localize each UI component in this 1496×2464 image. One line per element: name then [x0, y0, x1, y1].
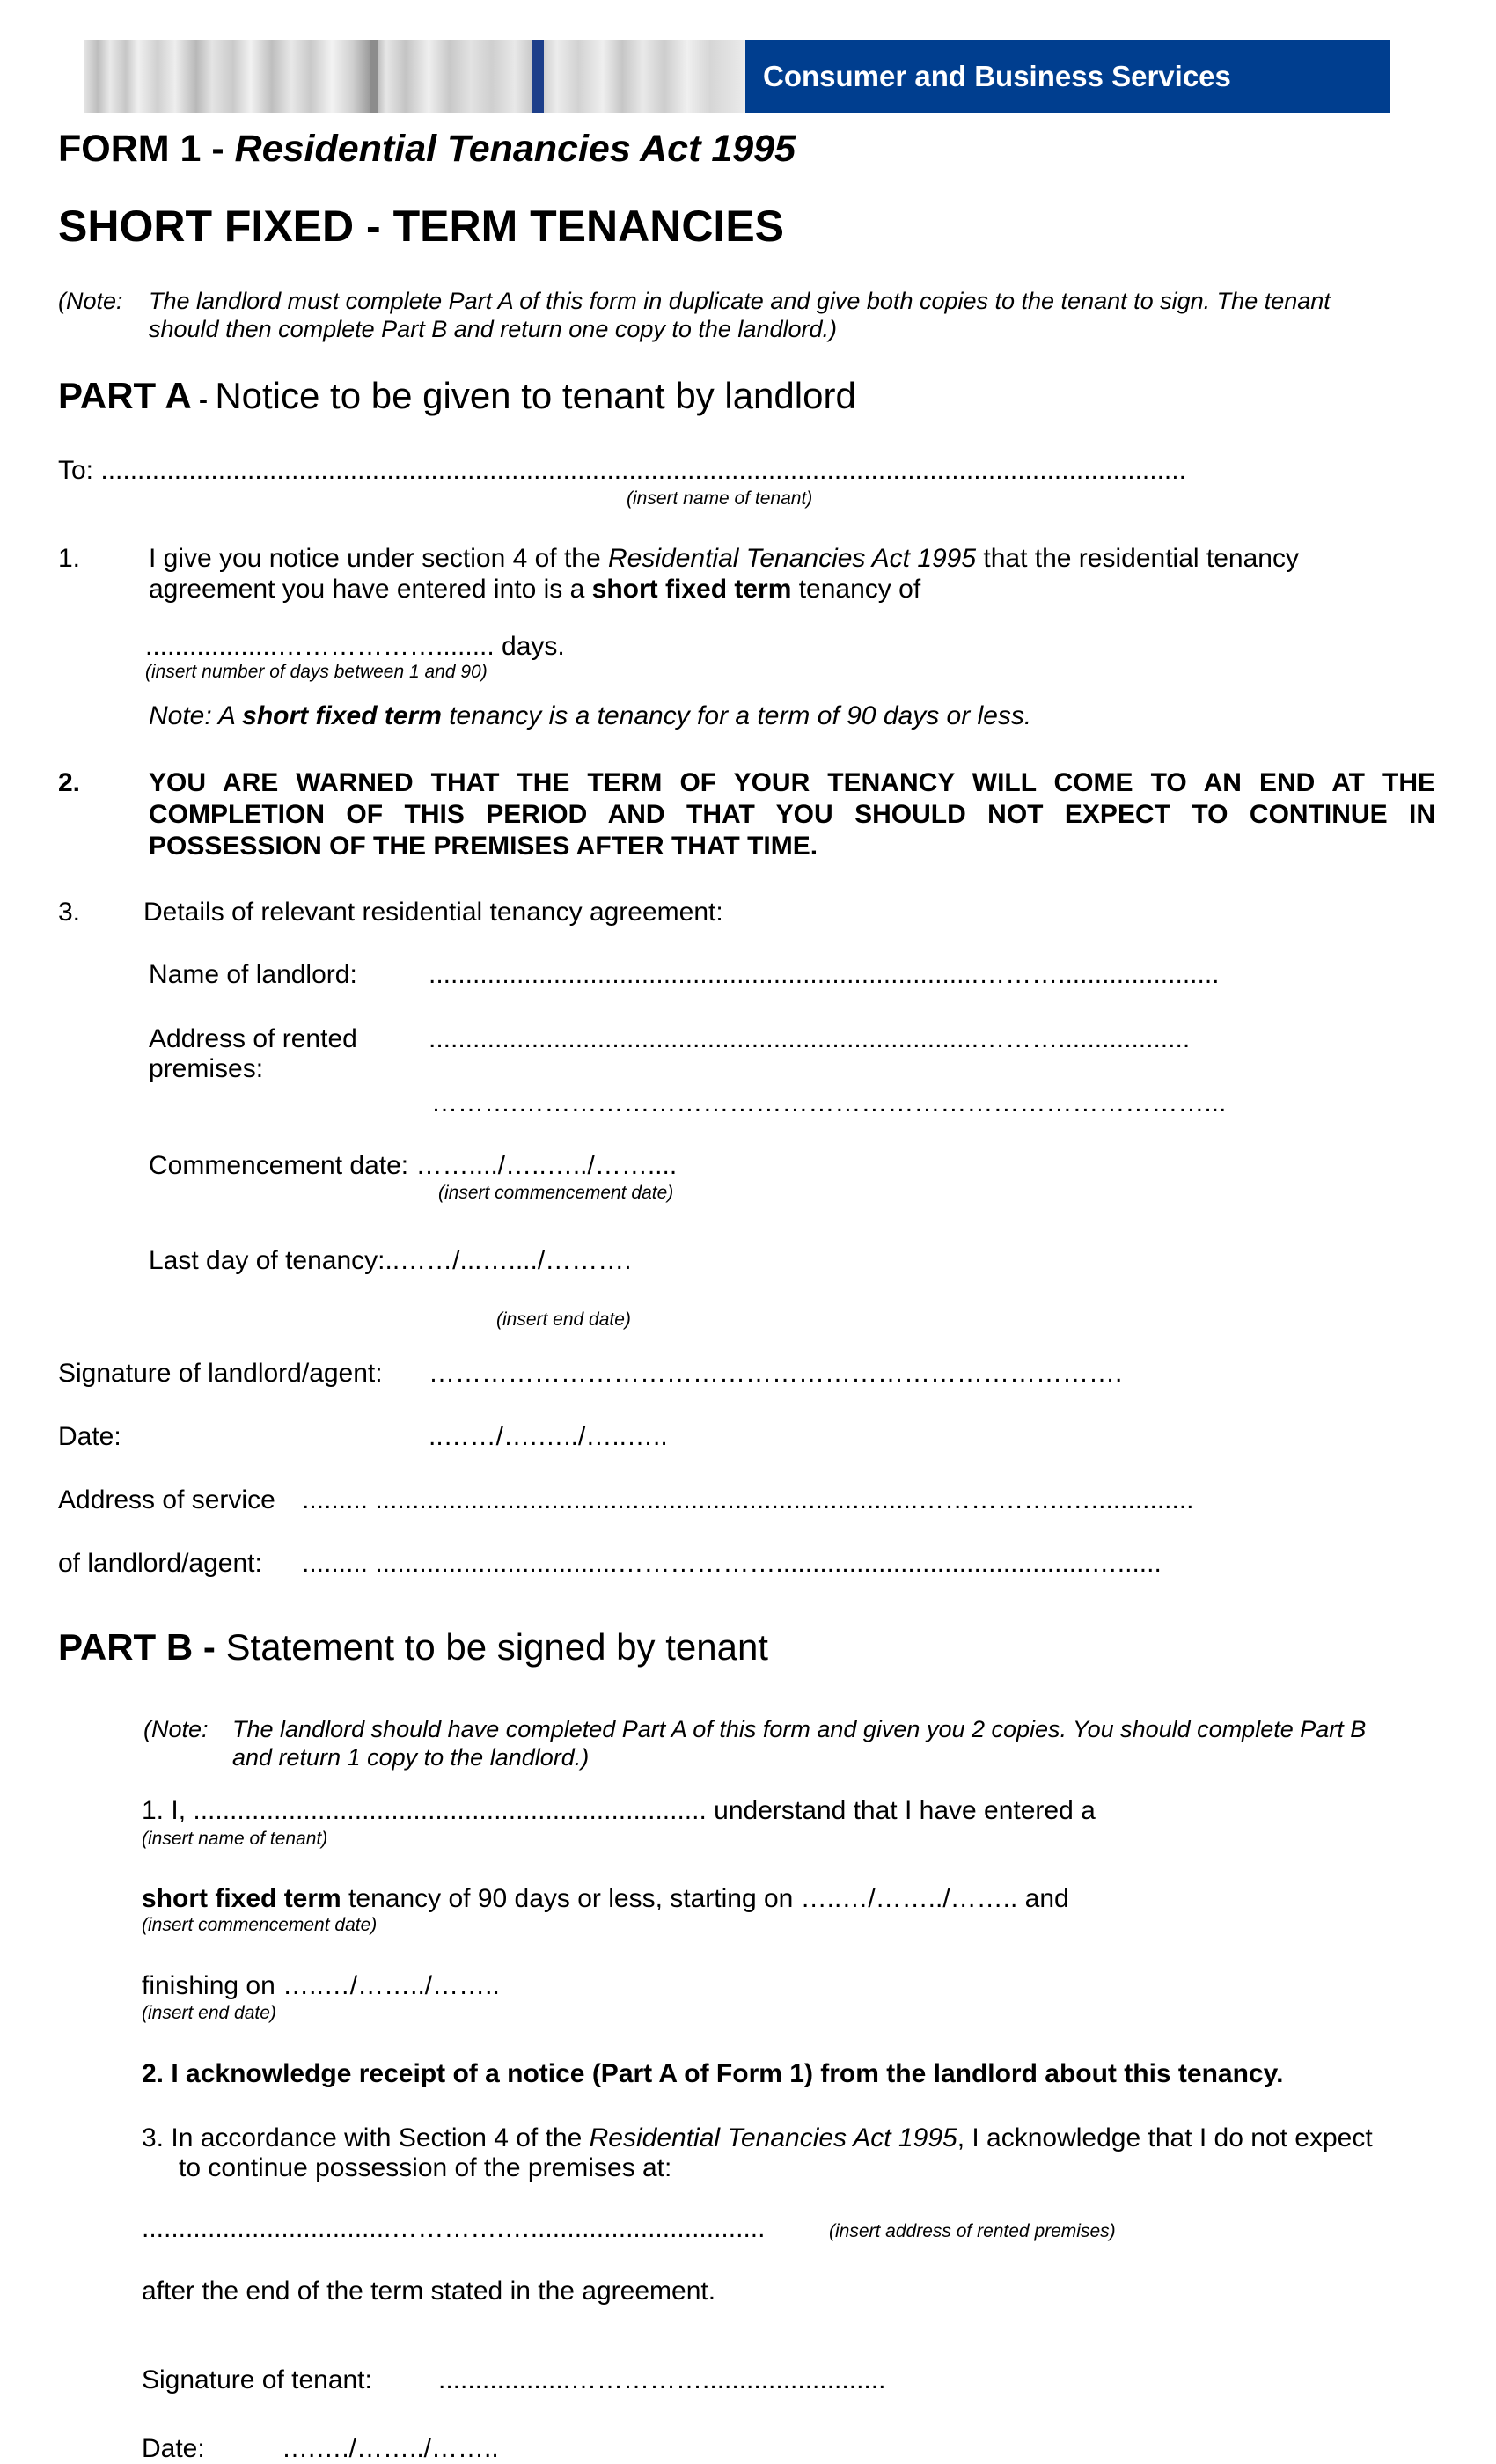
part-b-label: PART B — [58, 1626, 194, 1668]
landlord-name-label: Name of landlord: — [149, 960, 357, 989]
item-1-number: 1. — [58, 544, 81, 573]
address-field-line2[interactable]: ……….……………………………………………………………………... — [431, 1089, 1227, 1118]
commencement-date-hint: (insert commencement date) — [438, 1183, 674, 1203]
tenant-date-field[interactable]: ….…./……../…….. — [282, 2434, 499, 2463]
tenancy-end-field[interactable]: finishing on …..…/……../…….. — [142, 1971, 500, 2000]
item-3-heading: Details of relevant residential tenancy agreement: — [143, 898, 723, 927]
to-field[interactable]: To: .................................................................................................................................................... — [58, 456, 1186, 485]
tenancy-start-hint: (insert commencement date) — [142, 1915, 378, 1935]
part-b-separator: - — [193, 1626, 226, 1668]
banner-brand-panel — [745, 40, 1390, 113]
address-label-line2: premises: — [149, 1054, 264, 1083]
part-b-heading — [58, 1626, 768, 1668]
intro-note-line1: The landlord must complete Part A of this form in duplicate and give both copies to the tenant to sign. The tenant — [149, 288, 1331, 314]
address-field-line1[interactable]: ...........................................................................……….................. — [429, 1024, 1191, 1053]
part-b-note-line1: The landlord should have completed Part A of this form and given you 2 copies. You should complete Part B — [232, 1716, 1367, 1742]
rented-address-hint: (insert address of rented premises) — [829, 2221, 1116, 2241]
part-b-note-line2: and return 1 copy to the landlord.) — [232, 1744, 590, 1771]
landlord-name-field[interactable]: ...........................................................................………...................... — [429, 960, 1220, 989]
intro-note-line2: should then complete Part B and return one copy to the landlord.) — [149, 316, 837, 342]
part-b-item-3-line2: to continue possession of the premises at: — [179, 2153, 672, 2182]
tenancy-start-field[interactable]: short fixed term tenancy of 90 days or less, starting on …..…/……../…….. and — [142, 1884, 1069, 1913]
item-2-number: 2. — [58, 768, 81, 797]
tenancy-end-hint: (insert end date) — [142, 2003, 276, 2023]
service-address-label-line1: Address of service — [58, 1485, 275, 1514]
short-fixed-term-bold: short fixed term — [591, 575, 792, 604]
commencement-date-field[interactable]: Commencement date: ……..../…..…../…….... — [149, 1151, 678, 1180]
item-1-line1: I give you notice under section 4 of the Residential Tenancies Act 1995 that the residential tenancy — [149, 544, 1299, 573]
tenant-signature-field[interactable]: ..................……………......................... — [438, 2365, 886, 2394]
act-name: Residential Tenancies Act 1995 — [589, 2123, 957, 2152]
banner-accent-blue — [532, 40, 544, 113]
intro-note-label: (Note: — [58, 288, 123, 314]
tenant-name-field[interactable]: 1. I, ...................................................................... understand that I have entered a — [142, 1796, 1096, 1825]
page-title: SHORT FIXED - TERM TENANCIES — [58, 202, 785, 251]
banner-stripe-graphic — [84, 40, 745, 113]
part-a-heading — [58, 375, 856, 417]
item-1-note: Note: A short fixed term tenancy is a tenancy for a term of 90 days or less. — [149, 701, 1032, 730]
brand-name: Consumer and Business Services — [763, 60, 1231, 92]
address-label-line1: Address of rented — [149, 1024, 357, 1053]
form-title — [58, 128, 796, 171]
service-address-field-line1[interactable]: ......... ..........................................................................……………..….............. — [302, 1485, 1194, 1514]
end-date-hint: (insert end date) — [496, 1309, 631, 1330]
tenant-signature-label: Signature of tenant: — [142, 2365, 372, 2394]
banner-accent-grey — [370, 40, 378, 113]
days-field-hint: (insert number of days between 1 and 90) — [145, 662, 488, 682]
landlord-signature-label: Signature of landlord/agent: — [58, 1359, 383, 1388]
part-a-separator: - — [191, 385, 216, 414]
after-term-statement: after the end of the term stated in the agreement. — [142, 2277, 716, 2306]
item-3-number: 3. — [58, 898, 81, 927]
part-b-note-label: (Note: — [143, 1716, 209, 1742]
landlord-date-field[interactable]: ..……/….…../…..….. — [429, 1422, 668, 1451]
service-address-label-line2: of landlord/agent: — [58, 1549, 262, 1578]
days-field[interactable]: ..................………………........ days. — [145, 632, 565, 661]
part-a-title: Notice to be given to tenant by landlord — [215, 375, 856, 416]
tenant-name-hint: (insert name of tenant) — [142, 1829, 328, 1849]
rented-address-field[interactable]: ..................................………….…................................ — [142, 2214, 766, 2243]
tenant-date-label: Date: — [142, 2434, 205, 2463]
landlord-date-label: Date: — [58, 1422, 121, 1451]
part-b-title: Statement to be signed by tenant — [225, 1626, 768, 1668]
tenancy-warning: YOU ARE WARNED THAT THE TERM OF YOUR TENANCY WILL COME TO AN END AT THE COMPLETION OF THIS PERIOD AND THAT YOU SHOULD NOT EXPECT TO CONTINUE IN POSSESSION OF THE PREMISES AFTER THAT TIME. — [149, 768, 1435, 861]
landlord-signature-field[interactable]: ……………………………………………………………………. — [429, 1359, 1123, 1388]
item-1-line2: agreement you have entered into is a short fixed term tenancy of — [149, 575, 921, 604]
part-a-label: PART A — [58, 375, 192, 416]
service-address-field-line2[interactable]: ......... .................................………………...........................................…...... — [302, 1549, 1162, 1578]
act-name: Residential Tenancies Act 1995 — [608, 544, 977, 573]
last-day-field[interactable]: Last day of tenancy:..……/...…..../………. — [149, 1246, 632, 1275]
form-act-name: Residential Tenancies Act 1995 — [234, 128, 796, 170]
part-b-item-2: 2. I acknowledge receipt of a notice (Part A of Form 1) from the landlord about this tenancy. — [142, 2059, 1284, 2088]
to-field-hint: (insert name of tenant) — [627, 488, 813, 509]
part-b-item-3-line1: 3. In accordance with Section 4 of the Residential Tenancies Act 1995, I acknowledge that I do not expect — [142, 2123, 1373, 2152]
short-fixed-term-bold: short fixed term — [142, 1884, 341, 1913]
header-banner — [84, 40, 1390, 113]
form-number: FORM 1 - — [58, 128, 235, 170]
